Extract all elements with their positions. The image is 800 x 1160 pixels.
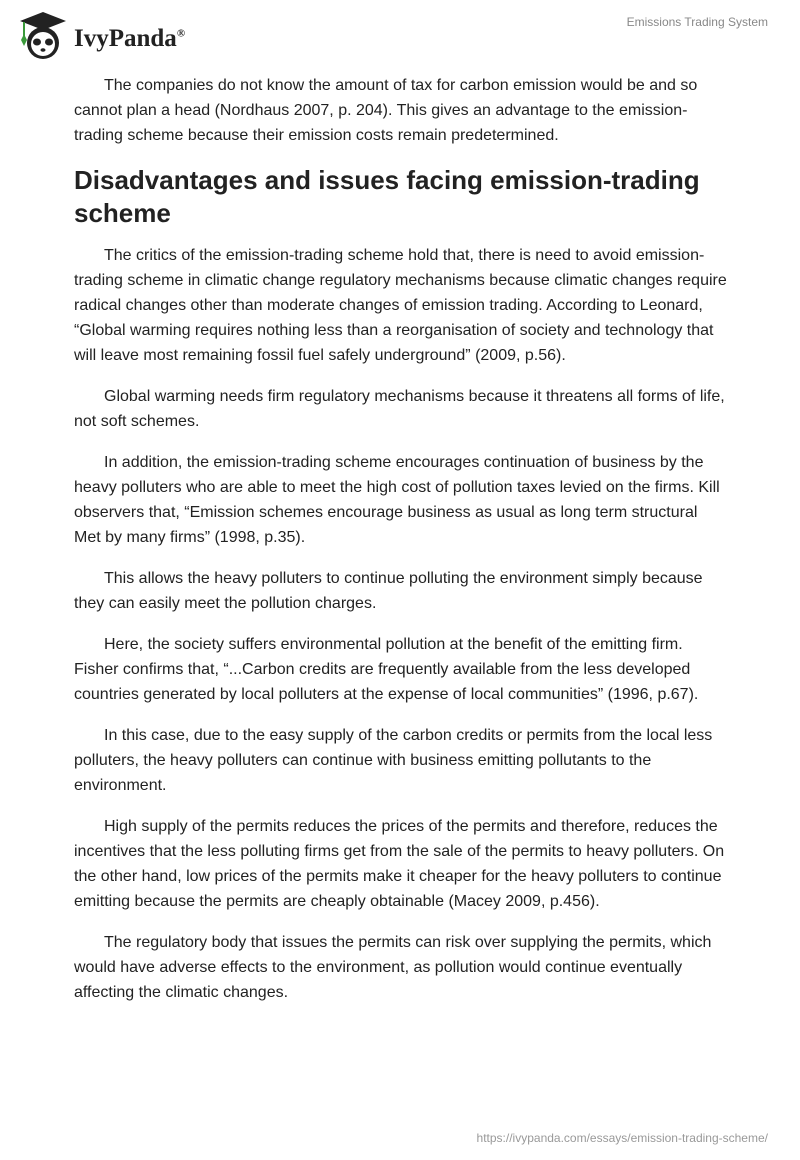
- paragraph: The regulatory body that issues the permits can risk over supplying the permits, which would have adverse effects to the environment, as pollution would continue eventually affecting the climatic changes.: [74, 934, 712, 1001]
- intro-paragraph: The companies do not know the amount of tax for carbon emission would be and so cannot plan a head (Nordhaus 2007, p. 204). This gives an advantage to the emission-trading scheme because their emission costs remain predetermined.: [74, 77, 698, 144]
- source-url-link[interactable]: https://ivypanda.com/essays/emission-trading-scheme/: [476, 1131, 768, 1145]
- panda-graduate-icon: [18, 10, 68, 62]
- paragraph: In this case, due to the easy supply of the carbon credits or permits from the local less polluters, the heavy polluters can continue with business emitting pollutants to the environment.: [74, 727, 713, 794]
- document-title: Emissions Trading System: [626, 15, 768, 29]
- paragraph: In addition, the emission-trading scheme encourages continuation of business by the heavy polluters who are able to meet the high cost of pollution taxes levied on the firms. Kill observers that, “Emission schemes encourage business as usual as long term structural Met by many firms” (1998, p.35).: [74, 454, 720, 546]
- paragraph: This allows the heavy polluters to continue polluting the environment simply because they can easily meet the pollution charges.: [74, 570, 703, 612]
- logo-text: IvyPanda®: [74, 25, 186, 52]
- essay-content: [74, 73, 728, 1021]
- ivypanda-logo[interactable]: [18, 10, 185, 62]
- section-heading: Disadvantages and issues facing emission-trading scheme: [74, 165, 700, 228]
- paragraph: Global warming needs firm regulatory mechanisms because it threatens all forms of life, not soft schemes.: [74, 388, 725, 430]
- paragraph: The critics of the emission-trading scheme hold that, there is need to avoid emission-trading scheme in climatic change regulatory mechanisms because climatic changes require radical changes other than moderate changes of emission trading. According to Leonard, “Global warming requires nothing less than a reorganisation of society and technology that will leave most remaining fossil fuel safely underground” (2009, p.56).: [74, 247, 727, 364]
- paragraph: High supply of the permits reduces the prices of the permits and therefore, reduces the incentives that the less polluting firms get from the sale of the permits to heavy polluters. On the other hand, low prices of the permits make it cheaper for the heavy polluters to continue emitting because the permits are cheaply obtainable (Macey 2009, p.456).: [74, 818, 725, 910]
- paragraph: Here, the society suffers environmental pollution at the benefit of the emitting firm. Fisher confirms that, “...Carbon credits are frequently available from the less developed countries generated by local polluters at the expense of local communities” (1996, p.67).: [74, 636, 699, 703]
